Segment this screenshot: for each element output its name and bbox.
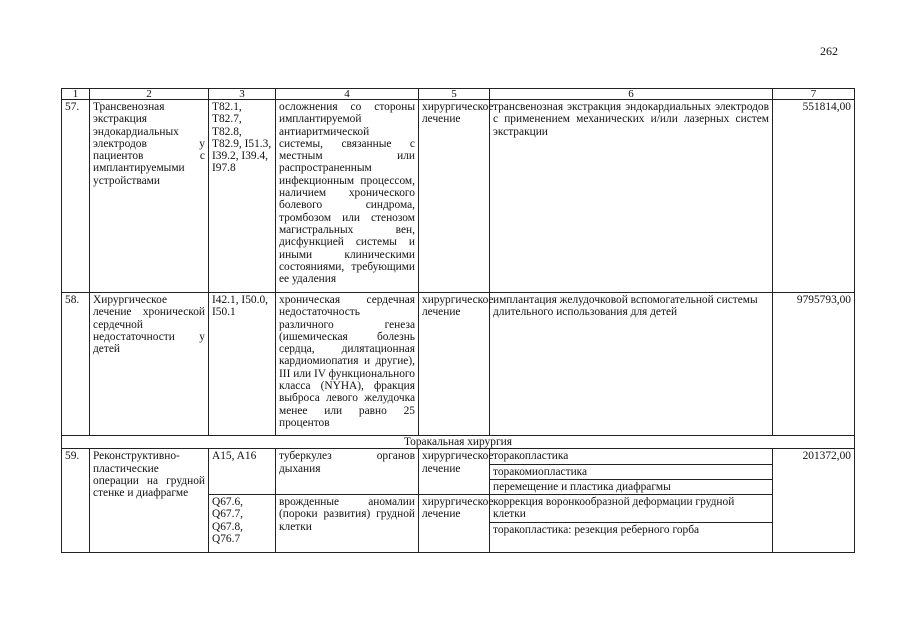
service-name: Реконструктивно-пластические операции на грудной стенке и диафрагме [90,449,209,552]
header-cell: 5 [419,89,490,100]
services-table [61,88,855,553]
row-number: 59. [62,449,90,552]
header-cell: 3 [209,89,276,100]
table-row [62,100,855,293]
header-cell: 1 [62,89,90,100]
page-number: 262 [820,44,838,58]
patient-model: туберкулез органов дыхания [276,449,419,495]
treatment-type: хирургическое лечение [419,100,490,293]
treatment-method: трансвенозная экстракция эндокардиальных электродов с применением механических и/или лазерных систем экстракции [490,100,773,293]
patient-model: хроническая сердечная недостаточность различного генеза (ишемическая болезнь сердца, дилятационная кардиомиопатия и другие), III или IV функционального класса (NYHA), фракция выброса левого желудочка менее или равно 25 процентов [276,293,419,436]
section-header-row [62,436,855,449]
patient-model: врожденные аномалии (пороки развития) грудной клетки [276,495,419,553]
icd-codes: T82.1, T82.7, T82.8, T82.9, I51.3, I39.2, I39.4, I97.8 [209,100,276,293]
treatment-method: торакопластика [490,449,773,464]
row-number: 57. [62,100,90,293]
treatment-method: торакопластика: резекция реберного горба [490,522,773,552]
section-title: Торакальная хирургия [62,436,855,449]
icd-codes: A15, A16 [209,449,276,495]
treatment-method: имплантация желудочковой вспомогательной системы длительного использования для детей [490,293,773,436]
price: 551814,00 [773,100,855,293]
service-name: Хирургическое лечение хронической сердечной недостаточности у детей [90,293,209,436]
treatment-method: перемещение и пластика диафрагмы [490,479,773,494]
icd-codes: Q67.6, Q67.7, Q67.8, Q76.7 [209,495,276,553]
treatment-type: хирургическое лечение [419,449,490,495]
price: 201372,00 [773,449,855,552]
treatment-type: хирургическое лечение [419,495,490,553]
header-cell: 7 [773,89,855,100]
treatment-type: хирургическое лечение [419,293,490,436]
row-number: 58. [62,293,90,436]
table-row [62,449,855,464]
table-row [62,293,855,436]
treatment-method: коррекция воронкообразной деформации грудной клетки [490,495,773,523]
service-name: Трансвенозная экстракция эндокардиальных электродов у пациентов с имплантируемыми устройствами [90,100,209,293]
price: 9795793,00 [773,293,855,436]
treatment-method: торакомиопластика [490,464,773,479]
header-cell: 6 [490,89,773,100]
header-row [62,89,855,100]
header-cell: 2 [90,89,209,100]
icd-codes: I42.1, I50.0, I50.1 [209,293,276,436]
patient-model: осложнения со стороны имплантируемой антиаритмической системы, связанные с местным или распространенным инфекционным процессом, наличием хронического болевого синдрома, тромбозом или стенозом магистральных вен, дисфункцией системы и иными клиническими состояниями, требующими ее удаления [276,100,419,293]
header-cell: 4 [276,89,419,100]
